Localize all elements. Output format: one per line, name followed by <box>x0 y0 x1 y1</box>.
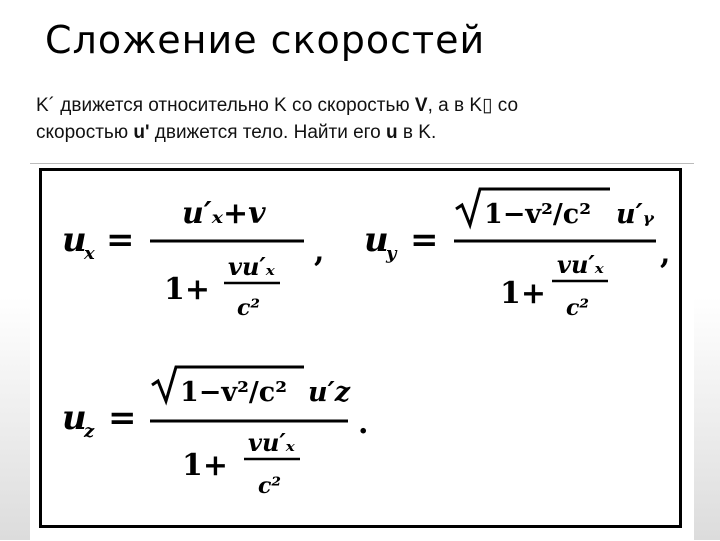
ux-tail: , <box>314 234 325 269</box>
statement-text-6: в K. <box>397 122 437 143</box>
uz-sqrt-content: 1−v²/c² <box>180 377 288 408</box>
uy-den-one: 1+ <box>500 276 547 311</box>
uz-equals: = <box>108 398 137 438</box>
formula-ux <box>62 196 324 321</box>
uy-lhs-var: u <box>364 220 389 260</box>
formula-frame <box>39 168 682 528</box>
uz-num-tail: u′z <box>308 377 351 408</box>
uy-sqrt-content: 1−v²/c² <box>484 199 592 230</box>
missing-glyph-box: ▯ <box>482 95 493 116</box>
velocity-u-prime: u' <box>133 122 150 143</box>
uy-num-tail: u′ᵧ <box>616 199 654 230</box>
ux-den-frac-num: vu′ₓ <box>228 252 275 281</box>
velocity-v: V <box>414 95 428 116</box>
uy-lhs-sub: y <box>386 243 397 264</box>
formula-uy <box>364 189 670 321</box>
ux-lhs-sub: x <box>84 243 95 264</box>
velocity-u: u <box>386 122 398 143</box>
formula-uz <box>62 367 368 499</box>
uz-den-frac-den: c² <box>258 473 282 499</box>
uy-tail: , <box>660 236 671 271</box>
uz-lhs-sub: z <box>84 421 95 442</box>
statement-text-1: K´ движется относительно K со скоростью <box>36 95 415 116</box>
uz-den-frac-num: vu′ₓ <box>248 428 295 457</box>
uy-den-frac-den: c² <box>566 295 590 321</box>
uy-den-frac-num: vu′ₓ <box>557 250 604 279</box>
problem-statement <box>36 92 686 146</box>
formula-canvas <box>42 171 679 525</box>
statement-text-2: , а в K <box>427 95 483 116</box>
uz-den-one: 1+ <box>182 448 229 483</box>
statement-text-5: движется тело. Найти его <box>149 122 387 143</box>
statement-text-4: скоростью <box>36 122 134 143</box>
ux-numerator: u′ₓ+v <box>182 196 266 231</box>
ux-equals: = <box>106 220 135 260</box>
ux-den-frac-den: c² <box>237 295 261 321</box>
uz-lhs-var: u <box>62 398 87 438</box>
scanned-formula-image <box>30 163 694 541</box>
ux-lhs-var: u <box>62 220 87 260</box>
slide-title: Сложение скоростей <box>45 18 486 62</box>
uy-equals: = <box>410 220 439 260</box>
uz-tail: . <box>358 406 369 441</box>
ux-den-one: 1+ <box>164 272 211 307</box>
statement-text-3: со <box>492 95 519 116</box>
